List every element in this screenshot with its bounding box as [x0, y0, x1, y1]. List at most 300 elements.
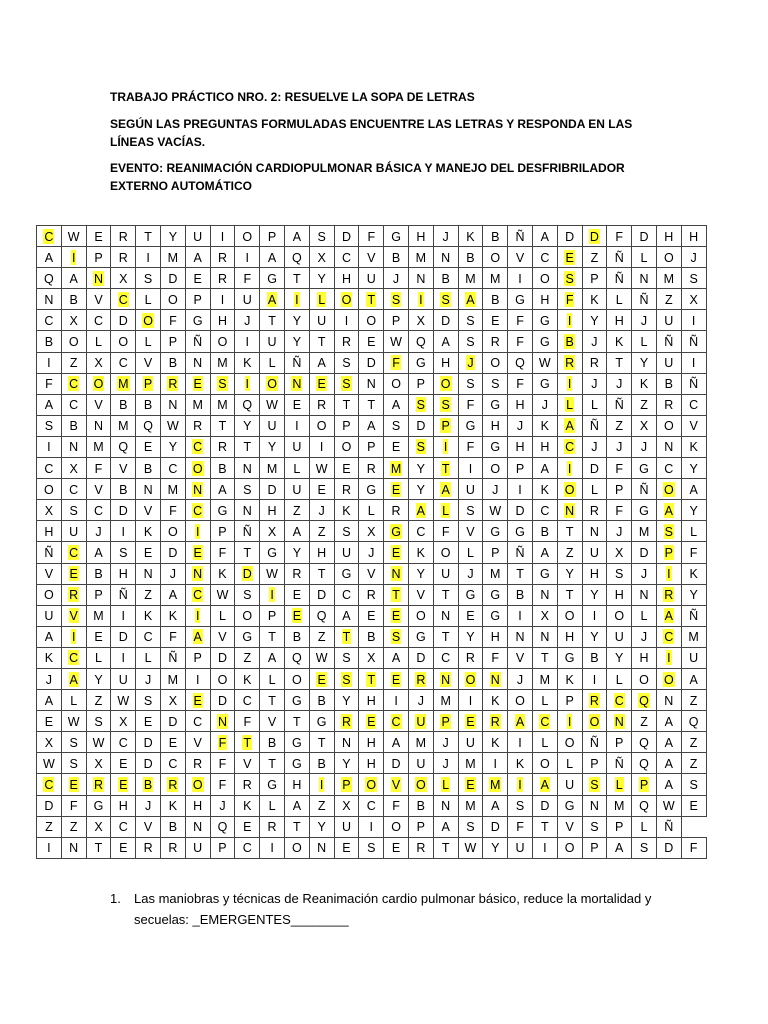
grid-cell: [136, 268, 161, 289]
grid-cell: [433, 373, 458, 394]
grid-cell: [61, 816, 86, 837]
grid-letter: D: [416, 419, 426, 434]
grid-letter: A: [44, 693, 54, 708]
grid-cell: [408, 816, 433, 837]
grid-letter: P: [441, 419, 450, 434]
grid-cell: [557, 331, 582, 352]
grid-cell: [334, 479, 359, 500]
grid-cell: [359, 289, 384, 310]
grid-cell: [111, 394, 136, 415]
grid-letter: P: [367, 440, 376, 455]
grid-cell: [681, 711, 706, 732]
grid-cell: [61, 521, 86, 542]
grid-cell: [607, 795, 632, 816]
grid-letter: I: [121, 651, 126, 666]
grid-letter: H: [565, 630, 575, 645]
grid-cell: [384, 668, 409, 689]
grid-cell: [508, 226, 533, 247]
grid-cell: [607, 626, 632, 647]
grid-cell: [334, 816, 359, 837]
grid-letter: H: [664, 229, 674, 244]
grid-cell: [309, 436, 334, 457]
grid-cell: [408, 795, 433, 816]
grid-cell: [309, 605, 334, 626]
grid-cell: [557, 500, 582, 521]
grid-letter: Q: [217, 820, 228, 835]
grid-letter: G: [490, 524, 501, 539]
grid-letter: Y: [292, 313, 302, 328]
grid-letter: L: [541, 735, 549, 750]
grid-cell: [458, 584, 483, 605]
grid-letter: T: [615, 356, 624, 371]
grid-cell: [86, 668, 111, 689]
grid-cell: [408, 521, 433, 542]
grid-cell: [210, 647, 235, 668]
grid-cell: [334, 521, 359, 542]
grid-letter: Ñ: [589, 419, 599, 434]
grid-letter: N: [441, 672, 451, 687]
grid-letter: Ñ: [689, 335, 699, 350]
grid-cell: [408, 563, 433, 584]
grid-cell: [656, 584, 681, 605]
grid-cell: [508, 247, 533, 268]
grid-letter: A: [267, 651, 277, 666]
grid-letter: A: [44, 250, 54, 265]
grid-letter: I: [518, 735, 522, 750]
grid-letter: F: [392, 799, 400, 814]
grid-letter: T: [218, 419, 227, 434]
grid-letter: P: [267, 229, 277, 244]
grid-cell: [136, 289, 161, 310]
grid-cell: [37, 774, 62, 795]
grid-letter: M: [93, 440, 104, 455]
grid-letter: D: [639, 229, 649, 244]
grid-letter: X: [615, 545, 624, 560]
grid-cell: [632, 373, 657, 394]
document-title: TRABAJO PRÁCTICO NRO. 2: RESUELVE LA SOPA DE LETRAS: [110, 90, 475, 104]
grid-letter: I: [71, 630, 76, 645]
grid-letter: Ñ: [515, 545, 525, 560]
grid-cell: [681, 458, 706, 479]
grid-letter: K: [466, 229, 475, 244]
grid-cell: [508, 647, 533, 668]
grid-cell: [136, 521, 161, 542]
grid-cell: [607, 289, 632, 310]
grid-letter: B: [44, 335, 54, 350]
grid-letter: M: [390, 461, 402, 476]
grid-cell: [359, 247, 384, 268]
grid-cell: [408, 310, 433, 331]
grid-cell: [136, 816, 161, 837]
grid-cell: [632, 711, 657, 732]
grid-letter: G: [391, 229, 401, 244]
grid-cell: [483, 732, 508, 753]
grid-cell: [61, 289, 86, 310]
grid-cell: [582, 415, 607, 436]
grid-cell: [532, 795, 557, 816]
grid-letter: V: [466, 524, 475, 539]
grid-letter: G: [292, 693, 302, 708]
grid-cell: [582, 837, 607, 858]
grid-cell: [681, 500, 706, 521]
grid-letter: O: [217, 335, 228, 350]
grid-letter: L: [293, 461, 301, 476]
grid-cell: [61, 690, 86, 711]
grid-letter: A: [689, 672, 698, 687]
grid-letter: O: [366, 313, 377, 328]
grid-cell: [260, 584, 285, 605]
grid-letter: C: [69, 482, 79, 497]
grid-letter: M: [415, 735, 427, 750]
grid-letter: K: [689, 440, 698, 455]
grid-letter: F: [689, 545, 698, 560]
grid-letter: N: [193, 356, 203, 371]
grid-letter: O: [663, 419, 674, 434]
grid-letter: C: [391, 714, 401, 729]
grid-cell: [483, 584, 508, 605]
grid-cell: [458, 732, 483, 753]
grid-letter: M: [217, 398, 228, 413]
grid-letter: N: [242, 503, 252, 518]
grid-cell: [458, 690, 483, 711]
grid-letter: D: [168, 545, 178, 560]
grid-letter: U: [341, 820, 351, 835]
grid-cell: [111, 310, 136, 331]
grid-cell: [557, 268, 582, 289]
grid-cell: [532, 415, 557, 436]
grid-letter: K: [615, 335, 624, 350]
grid-letter: F: [466, 440, 475, 455]
grid-letter: Y: [689, 588, 698, 603]
word-search-grid: [36, 225, 707, 859]
grid-cell: [508, 289, 533, 310]
grid-cell: [656, 247, 681, 268]
grid-letter: N: [168, 398, 178, 413]
grid-letter: N: [391, 567, 401, 582]
grid-letter: H: [217, 313, 227, 328]
grid-letter: U: [614, 630, 624, 645]
grid-letter: K: [491, 693, 500, 708]
grid-letter: T: [293, 714, 301, 729]
grid-letter: K: [515, 756, 525, 771]
grid-cell: [607, 415, 632, 436]
grid-cell: [359, 352, 384, 373]
grid-cell: [61, 584, 86, 605]
grid-cell: [607, 732, 632, 753]
grid-letter: B: [143, 461, 153, 476]
grid-cell: [433, 500, 458, 521]
grid-cell: [284, 837, 309, 858]
grid-cell: [433, 753, 458, 774]
grid-letter: Y: [590, 630, 599, 645]
grid-letter: T: [342, 630, 351, 645]
grid-cell: [136, 647, 161, 668]
grid-letter: B: [168, 356, 178, 371]
grid-cell: [86, 331, 111, 352]
grid-cell: [359, 605, 384, 626]
grid-cell: [111, 690, 136, 711]
grid-letter: A: [69, 271, 78, 286]
grid-letter: C: [118, 820, 128, 835]
grid-cell: [359, 331, 384, 352]
grid-letter: V: [416, 588, 426, 603]
grid-row: [37, 711, 707, 732]
grid-letter: K: [218, 567, 227, 582]
grid-letter: D: [168, 714, 178, 729]
grid-letter: C: [689, 398, 699, 413]
grid-letter: A: [391, 735, 401, 750]
grid-cell: [483, 774, 508, 795]
grid-cell: [284, 415, 309, 436]
grid-letter: N: [69, 440, 79, 455]
grid-letter: D: [366, 356, 376, 371]
grid-letter: Z: [69, 356, 78, 371]
grid-letter: T: [441, 461, 450, 476]
grid-letter: B: [317, 756, 326, 771]
grid-cell: [557, 521, 582, 542]
grid-cell: [384, 458, 409, 479]
grid-cell: [681, 605, 706, 626]
grid-cell: [359, 458, 384, 479]
grid-cell: [235, 352, 260, 373]
grid-letter: R: [366, 588, 376, 603]
grid-cell: [334, 289, 359, 310]
grid-cell: [260, 816, 285, 837]
grid-cell: [582, 268, 607, 289]
grid-letter: T: [268, 756, 276, 771]
grid-letter: X: [44, 735, 54, 750]
grid-cell: [160, 753, 185, 774]
grid-letter: I: [691, 313, 696, 328]
grid-cell: [309, 732, 334, 753]
grid-letter: R: [465, 651, 475, 666]
grid-letter: L: [640, 820, 648, 835]
grid-letter: C: [366, 799, 376, 814]
grid-cell: [607, 690, 632, 711]
grid-letter: T: [94, 841, 103, 856]
grid-cell: [557, 690, 582, 711]
grid-cell: [210, 500, 235, 521]
grid-cell: [681, 647, 706, 668]
grid-letter: J: [591, 440, 598, 455]
grid-cell: [111, 436, 136, 457]
grid-letter: C: [168, 756, 178, 771]
grid-letter: T: [392, 588, 400, 603]
grid-cell: [185, 500, 210, 521]
grid-letter: B: [466, 250, 475, 265]
grid-letter: F: [218, 545, 227, 560]
grid-cell: [37, 373, 62, 394]
grid-letter: Y: [689, 503, 698, 518]
grid-letter: J: [640, 630, 648, 645]
grid-cell: [607, 647, 632, 668]
grid-cell: [656, 542, 681, 563]
grid-letter: B: [317, 693, 326, 708]
grid-cell: [656, 690, 681, 711]
grid-letter: O: [589, 714, 600, 729]
grid-cell: [309, 647, 334, 668]
grid-letter: L: [640, 335, 648, 350]
grid-letter: H: [540, 292, 550, 307]
grid-cell: [433, 816, 458, 837]
grid-letter: J: [467, 567, 474, 582]
grid-cell: [632, 310, 657, 331]
grid-letter: K: [540, 419, 549, 434]
grid-cell: [632, 542, 657, 563]
grid-cell: [359, 268, 384, 289]
grid-cell: [384, 690, 409, 711]
grid-cell: [607, 500, 632, 521]
grid-letter: D: [168, 271, 178, 286]
grid-letter: K: [565, 672, 574, 687]
grid-letter: N: [639, 588, 649, 603]
grid-letter: N: [242, 461, 252, 476]
question-body: [134, 888, 670, 930]
grid-cell: [235, 563, 260, 584]
grid-letter: V: [94, 482, 103, 497]
grid-letter: S: [218, 377, 227, 392]
grid-letter: S: [69, 735, 78, 750]
grid-cell: [532, 837, 557, 858]
grid-cell: [235, 668, 260, 689]
grid-cell: [160, 837, 185, 858]
grid-letter: Ñ: [689, 609, 699, 624]
grid-letter: F: [516, 313, 524, 328]
grid-row: [37, 373, 707, 394]
grid-cell: [557, 394, 582, 415]
grid-letter: U: [267, 419, 277, 434]
grid-cell: [532, 458, 557, 479]
grid-letter: J: [467, 356, 474, 371]
grid-letter: Q: [515, 356, 525, 371]
grid-row: [37, 605, 707, 626]
grid-letter: D: [391, 756, 401, 771]
grid-cell: [136, 795, 161, 816]
grid-cell: [384, 247, 409, 268]
grid-cell: [284, 331, 309, 352]
grid-letter: F: [69, 799, 78, 814]
grid-letter: G: [415, 630, 426, 645]
grid-letter: W: [390, 335, 402, 350]
grid-letter: L: [541, 693, 549, 708]
grid-cell: [185, 479, 210, 500]
grid-cell: [37, 521, 62, 542]
grid-cell: [284, 479, 309, 500]
grid-cell: [37, 732, 62, 753]
grid-row: [37, 563, 707, 584]
grid-letter: T: [342, 398, 351, 413]
grid-cell: [260, 668, 285, 689]
grid-letter: A: [540, 777, 549, 792]
grid-cell: [656, 711, 681, 732]
grid-letter: G: [267, 271, 277, 286]
grid-letter: S: [342, 524, 351, 539]
grid-cell: [408, 268, 433, 289]
grid-cell: [61, 373, 86, 394]
grid-letter: N: [193, 482, 203, 497]
grid-cell: [260, 247, 285, 268]
grid-letter: H: [441, 356, 451, 371]
grid-letter: Q: [242, 398, 253, 413]
grid-cell: [532, 331, 557, 352]
grid-letter: N: [143, 482, 153, 497]
grid-letter: R: [341, 714, 351, 729]
grid-cell: [136, 310, 161, 331]
grid-letter: I: [270, 588, 274, 603]
grid-cell: [508, 837, 533, 858]
grid-row: [37, 647, 707, 668]
grid-cell: [384, 753, 409, 774]
grid-letter: C: [44, 461, 54, 476]
grid-letter: R: [69, 588, 79, 603]
grid-letter: I: [493, 756, 497, 771]
grid-cell: [334, 647, 359, 668]
grid-letter: S: [441, 292, 450, 307]
grid-cell: [210, 605, 235, 626]
grid-letter: A: [416, 503, 426, 518]
grid-letter: X: [689, 292, 698, 307]
grid-cell: [508, 415, 533, 436]
grid-cell: [408, 753, 433, 774]
grid-letter: Z: [665, 292, 673, 307]
grid-cell: [433, 479, 458, 500]
grid-letter: D: [441, 313, 451, 328]
grid-cell: [483, 331, 508, 352]
grid-letter: S: [416, 398, 426, 413]
grid-letter: O: [93, 377, 104, 392]
grid-cell: [681, 436, 706, 457]
grid-cell: [582, 774, 607, 795]
grid-cell: [260, 289, 285, 310]
grid-cell: [185, 626, 210, 647]
grid-letter: H: [317, 545, 327, 560]
grid-cell: [582, 289, 607, 310]
grid-cell: [334, 732, 359, 753]
grid-letter: G: [415, 356, 426, 371]
grid-letter: P: [590, 841, 599, 856]
grid-row: [37, 500, 707, 521]
grid-row: [37, 690, 707, 711]
grid-letter: M: [465, 756, 476, 771]
grid-letter: B: [565, 335, 574, 350]
grid-letter: C: [93, 503, 103, 518]
grid-cell: [681, 310, 706, 331]
grid-letter: S: [639, 841, 649, 856]
grid-cell: [210, 352, 235, 373]
grid-cell: [632, 626, 657, 647]
grid-cell: [260, 732, 285, 753]
grid-cell: [37, 626, 62, 647]
grid-letter: Z: [615, 419, 624, 434]
grid-cell: [483, 626, 508, 647]
grid-letter: S: [243, 482, 252, 497]
grid-letter: H: [515, 440, 525, 455]
grid-cell: [260, 647, 285, 668]
grid-cell: [185, 605, 210, 626]
grid-cell: [582, 605, 607, 626]
grid-letter: P: [590, 271, 599, 286]
grid-cell: [632, 563, 657, 584]
grid-letter: N: [69, 841, 79, 856]
grid-cell: [656, 521, 681, 542]
grid-letter: S: [44, 419, 54, 434]
grid-cell: [61, 394, 86, 415]
grid-cell: [384, 352, 409, 373]
grid-cell: [508, 394, 533, 415]
grid-cell: [483, 458, 508, 479]
grid-letter: E: [342, 841, 351, 856]
grid-letter: E: [193, 271, 202, 286]
